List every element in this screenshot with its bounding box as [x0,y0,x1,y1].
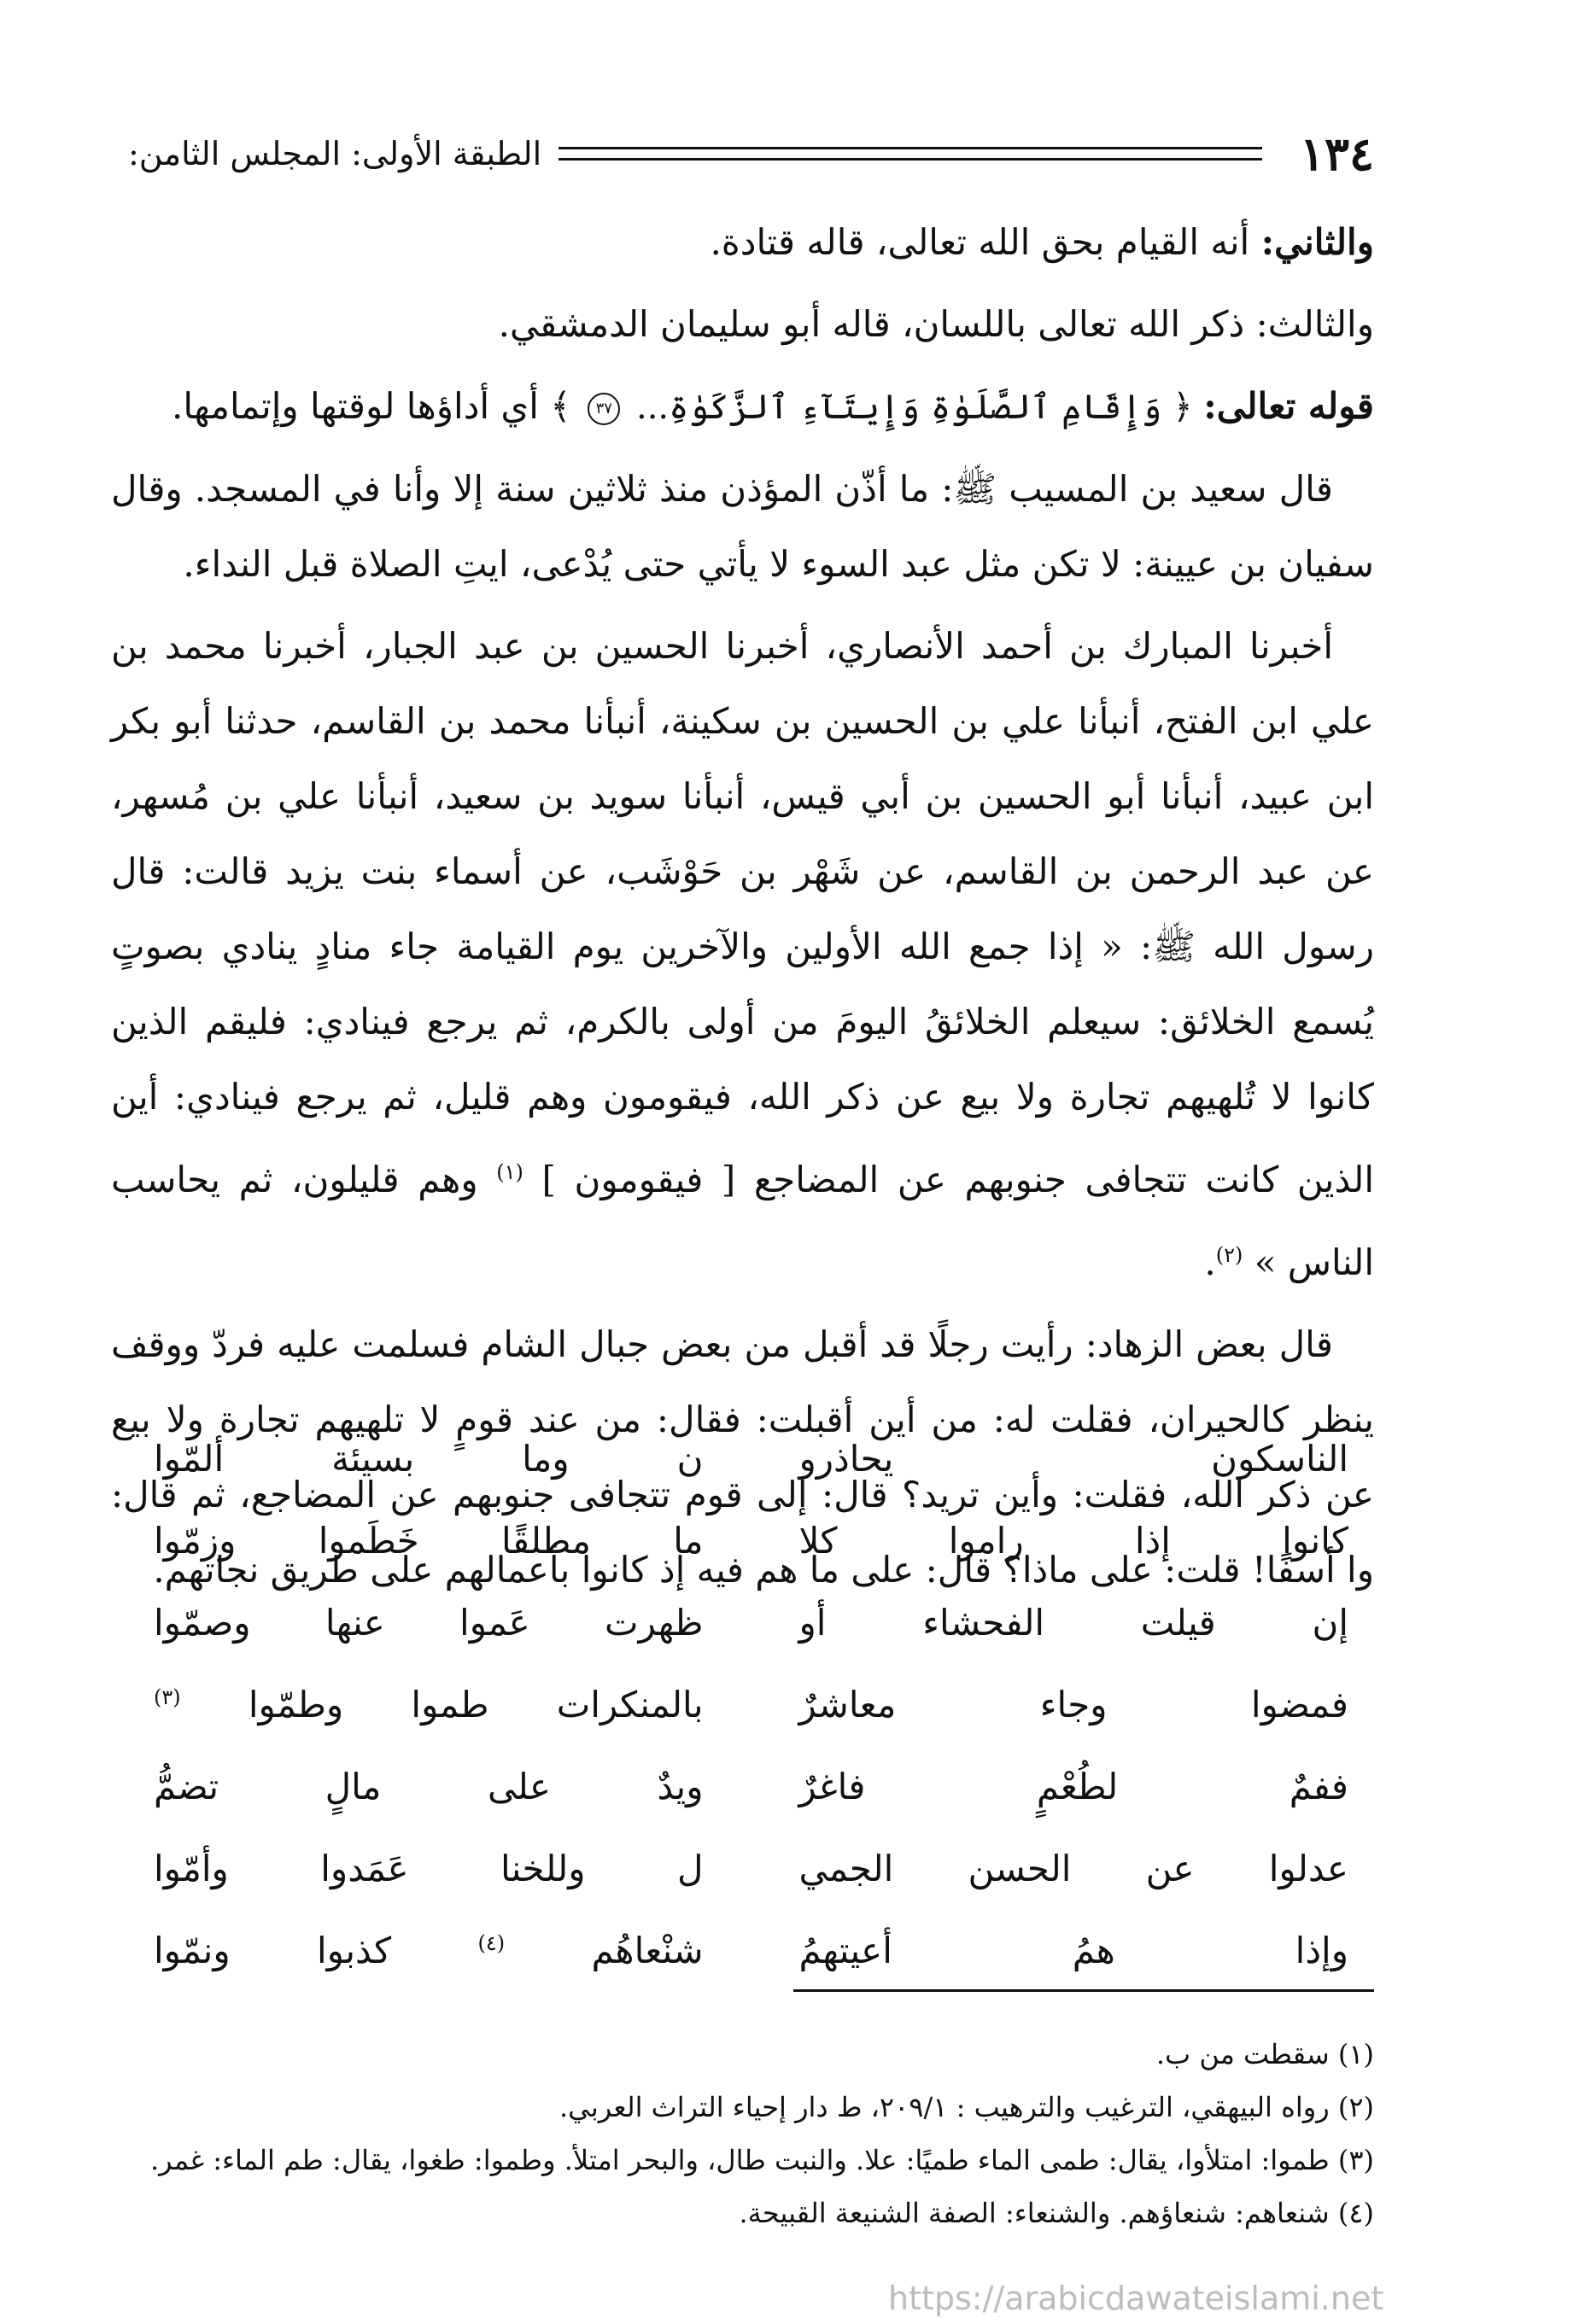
paragraph-text: وهم قليلون، ثم يحاسب الناس » [111,1159,1374,1283]
poem-verse [154,1499,1348,1581]
footnote-ref[interactable]: (١) [496,1160,523,1184]
page-header [128,128,1374,179]
poem-verse [154,1827,1348,1909]
paragraph-text: أنه القيام بحق الله تعالى، قاله قتادة. [710,221,1261,263]
hemistich-right: فمضوا وجاء معاشرٌ [798,1683,1348,1725]
hemistich-left: ما مطلقًا خَطَموا وزمّوا [154,1519,704,1562]
footnote-separator [793,1989,1374,1992]
hemistich-right: الناسكون يحاذرو [798,1437,1348,1480]
footnote: (٤) شنعاهم: شنعاؤهم. والشنعاء: الصفة الشنيعة القبيحة. [739,2197,1374,2229]
paragraph: والثالث: ذكر الله تعالى باللسان، قاله أبو سليمان الدمشقي. [498,303,1374,345]
running-title: الطبقة الأولى: المجلس الثامن: [128,135,542,172]
hemistich-left: ل وللخنا عَمَدوا وأمّوا [154,1847,704,1889]
footnotes [94,2028,1374,2239]
poem-verse [154,1417,1348,1499]
watermark-url: https://arabicdawateislami.net [888,2280,1384,2317]
paragraph-text: . [1204,1241,1216,1283]
hemistich-text: شنْعاهُم [591,1929,704,1971]
footnote: (٣) طموا: امتلأوا، يقال: طمى الماء طميًا: علا. والنبت طال، والبحر امتلأ. وطموا: طغوا، يقال: طم الماء: غمر. [149,2144,1374,2176]
poem-verse [154,1581,1348,1663]
quran-verse: ﴿ وَإِقَامِ ٱلصَّلَوٰةِ وَإِيتَآءِ ٱلزَّكَوٰةِ... [625,388,1204,427]
paragraph: قال بعض الزهاد: رأيت رجلًا قد أقبل من بعض جبال الشام فسلمت عليه فردّ ووقف ينظر كالحيران، فقلت له: من أين أقبلت: فقال: من عند قومٍ لا تلهيهم تجارة ولا بيع عن ذكر الله، فقلت: وأين تريد؟ قال: إلى قوم تتجافى جنوبهم عن المضاجع، ثم قال: وا أسفًا! قلت: على ماذا؟ قال: على ما هم فيه إذ كانوا بأعمالهم على طريق نجاتهم. [111,1323,1374,1591]
header-rule [558,147,1262,161]
footnote: (١) سقطت من ب. [1155,2038,1374,2070]
paragraph-lead: والثاني: [1260,221,1374,263]
hemistich-right: ففمٌ لطُعْمٍ فاغرٌ [798,1765,1348,1807]
hemistich-right: إن قيلت الفحشاء أو [798,1601,1348,1644]
poem [154,1417,1348,1991]
paragraph: قال سعيد بن المسيب ﷺ: ما أذّن المؤذن منذ ثلاثين سنة إلا وأنا في المسجد. وقال سفيان بن عيينة: لا تكن مثل عبد السوء لا يأتي حتى يُدْعى، ايتِ الصلاة قبل النداء. [111,468,1374,585]
hemistich-left [154,1684,704,1725]
footnote-ref[interactable]: (٢) [1215,1243,1243,1267]
hemistich-left [154,1930,704,1971]
poem-verse [154,1909,1348,1991]
footnote: (٢) رواه البيهقي، الترغيب والترهيب : ٢٠٩/١، ط دار إحياء التراث العربي. [558,2091,1374,2123]
main-text [111,205,1374,1615]
hemistich-text: بالمنكرات طموا وطمّوا [248,1683,704,1725]
hemistich-left: ن وما بسيئة ألمّوا [154,1437,704,1480]
hemistich-text: كذبوا ونمّوا [154,1929,392,1971]
hemistich-right: كانوا إذا راموا كلا [798,1519,1348,1562]
footnote-ref[interactable]: (٤) [477,1930,506,1955]
paragraph [111,369,1374,445]
paragraph [111,205,1374,280]
footnote-ref[interactable]: (٣) [154,1685,181,1709]
paragraph-lead: قوله تعالى: [1203,385,1374,427]
hemistich-right: عدلوا عن الحسن الجمي [798,1847,1348,1889]
paragraph-text: ﴾ أي أداؤها لوقتها وإتمامها. [171,385,583,427]
page-number: ١٣٤ [1299,126,1374,181]
hemistich-left: ويدٌ على مالٍ تضمُّ [154,1765,704,1807]
hemistich-right: وإذا همُ أعيتهمُ [798,1929,1348,1971]
poem-verse [154,1663,1348,1745]
hadith-paragraph [111,609,1374,1300]
ayah-number-mark: ٣٧ [588,393,620,425]
hemistich-left: ظهرت عَموا عنها وصمّوا [154,1601,704,1644]
poem-verse [154,1745,1348,1827]
paragraph-text: أخبرنا المبارك بن أحمد الأنصاري، أخبرنا الحسين بن عبد الجبار، أخبرنا محمد بن علي ابن الفتح، أنبأنا علي بن الحسين بن سكينة، أنبأنا محمد بن القاسم، حدثنا أبو بكر ابن عبيد، أنبأنا أبو الحسين بن أبي قيس، أنبأنا سويد بن سعيد، أنبأنا علي بن مُسهر، عن عبد الرحمن بن القاسم، عن شَهْر بن حَوْشَب، عن أسماء بنت يزيد قالت: قال رسول الله ﷺ: « إذا جمع الله الأولين والآخرين يوم القيامة جاء منادٍ ينادي بصوتٍ يُسمع الخلائق: سيعلم الخلائقُ اليومَ من أولى بالكرم، ثم يرجع فينادي: فليقم الذين كانوا لا تُلهيهم تجارة ولا بيع عن ذكر الله، فيقومون وهم قليل، ثم يرجع فينادي: أين الذين كانت تتجافى جنوبهم عن المضاجع [ فيقومون ] [111,625,1374,1200]
